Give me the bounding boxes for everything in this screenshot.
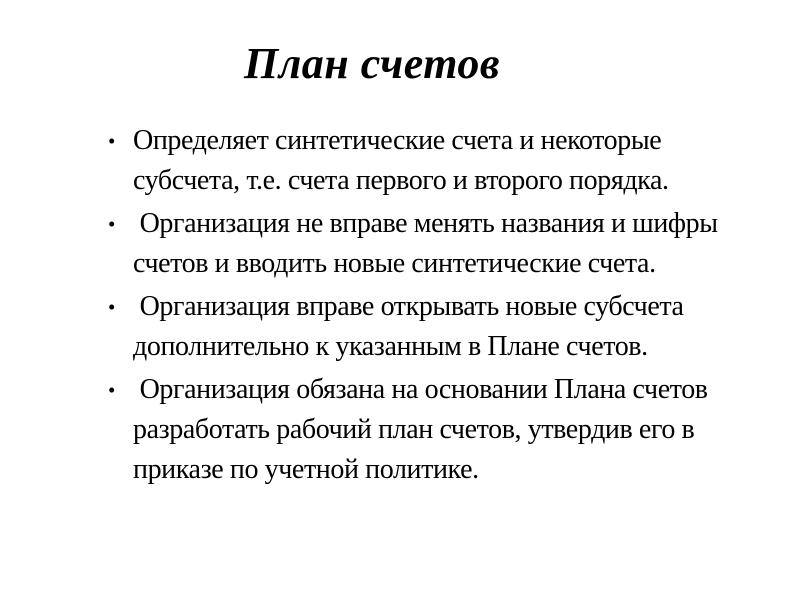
bullet-line: Определяет синтетические счета и некоторые <box>133 125 662 156</box>
bullet-line: Организация обязана на основании Плана счетов <box>133 374 708 405</box>
bullet-dot-icon: • <box>108 378 116 402</box>
bullet-text <box>133 121 784 201</box>
bullet-line: субсчета, т.е. счета первого и второго порядка. <box>133 165 669 196</box>
bullet-item <box>108 287 784 367</box>
bullet-list <box>108 121 784 493</box>
bullet-line: дополнительно к указанным в Плане счетов. <box>133 331 648 362</box>
bullet-line: разработать рабочий план счетов, утвердив его в <box>133 414 695 445</box>
bullet-text <box>133 204 784 284</box>
bullet-text <box>133 370 784 490</box>
bullet-dot-icon: • <box>108 129 116 153</box>
bullet-line: Организация вправе открывать новые субсчета <box>133 291 684 322</box>
bullet-text <box>133 287 784 367</box>
bullet-item <box>108 204 784 284</box>
bullet-line: приказе по учетной политике. <box>133 454 479 485</box>
bullet-item <box>108 121 784 201</box>
bullet-dot-icon: • <box>108 212 116 236</box>
bullet-line: Организация не вправе менять названия и шифры <box>133 208 718 239</box>
bullet-dot-icon: • <box>108 295 116 319</box>
bullet-item <box>108 370 784 490</box>
slide-title: План счетов <box>243 39 501 88</box>
bullet-line: счетов и вводить новые синтетические счета. <box>133 248 656 279</box>
